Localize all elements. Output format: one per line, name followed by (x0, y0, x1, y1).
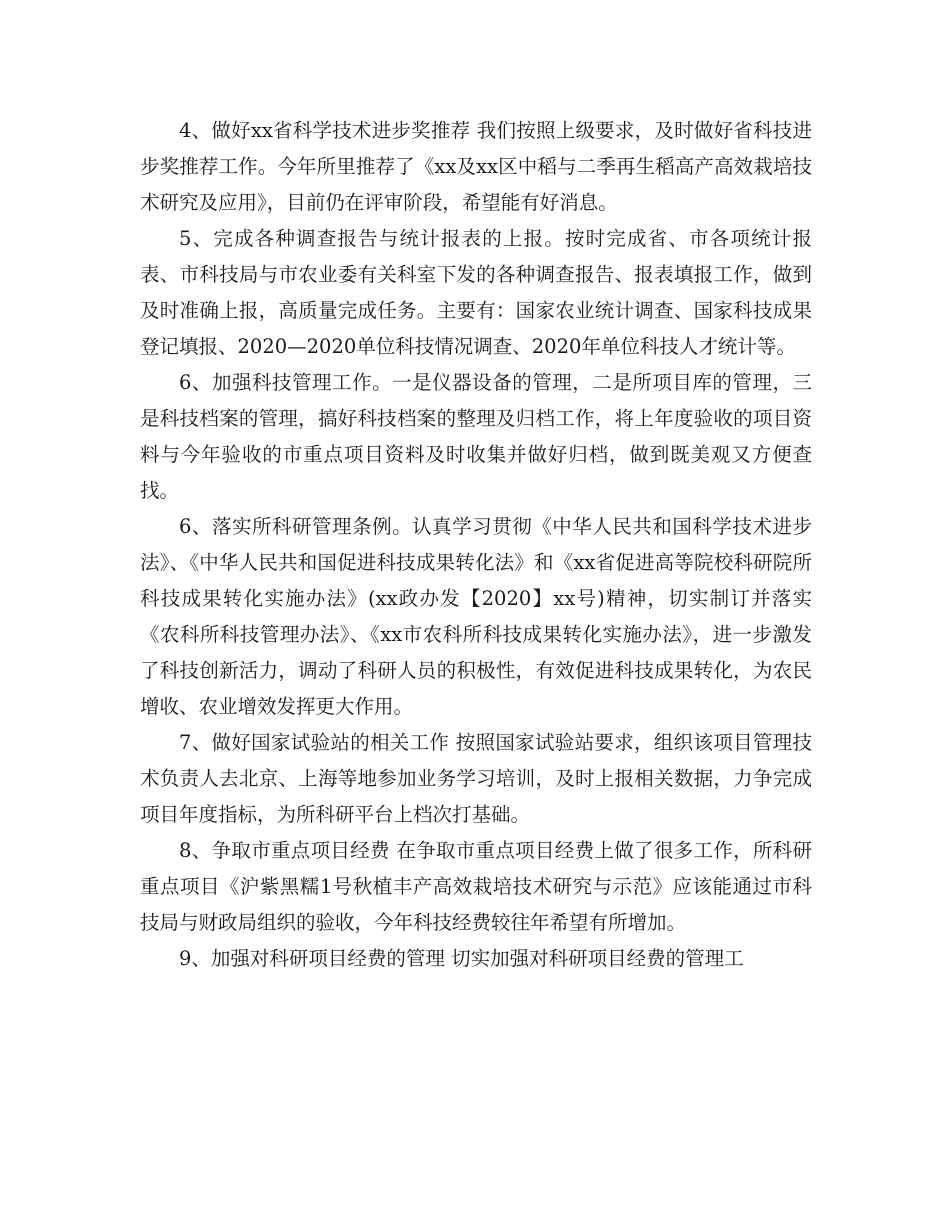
paragraph-item-6-regulations: 6、落实所科研管理条例。认真学习贯彻《中华人民共和国科学技术进步法》、《中华人民共和国促进科技成果转化法》和《xx省促进高等院校科研院所科技成果转化实施办法》(xx政办发【2020】xx号)精神，切实制订并落实《农科所科技管理办法》、《xx市农科所科技成果转化实施办法》，进一步激发了科技创新活力，调动了科研人员的积极性，有效促进科技成果转化，为农民增收、农业增效发挥更大作用。 (140, 515, 812, 718)
paragraph-item-4-recommendation: 4、做好xx省科学技术进步奖推荐 我们按照上级要求，及时做好省科技进步奖推荐工作。今年所里推荐了《xx及xx区中稻与二季再生稻高产高效栽培技术研究及应用》，目前仍在评审阶段，希望能有好消息。 (140, 119, 812, 214)
paragraph-item-7-test-station: 7、做好国家试验站的相关工作 按照国家试验站要求，组织该项目管理技术负责人去北京、上海等地参加业务学习培训，及时上报相关数据，力争完成项目年度指标，为所科研平台上档次打基础。 (140, 731, 812, 826)
paragraph-item-6-management: 6、加强科技管理工作。一是仪器设备的管理，二是所项目库的管理，三是科技档案的管理，搞好科技档案的整理及归档工作，将上年度验收的项目资料与今年验收的市重点项目资料及时收集并做好归档，做到既美观又方便查找。 (140, 371, 812, 502)
document-page (140, 113, 812, 977)
paragraph-item-9-fund-management: 9、加强对科研项目经费的管理 切实加强对科研项目经费的管理工 (179, 947, 744, 970)
paragraph-item-8-funding: 8、争取市重点项目经费 在争取市重点项目经费上做了很多工作，所科研重点项目《沪紫黑糯1号秋植丰产高效栽培技术研究与示范》应该能通过市科技局与财政局组织的验收，今年科技经费较往年希望有所增加。 (140, 839, 812, 934)
paragraph-item-5-reports: 5、完成各种调查报告与统计报表的上报。按时完成省、市各项统计报表、市科技局与市农业委有关科室下发的各种调查报告、报表填报工作，做到及时准确上报，高质量完成任务。主要有：国家农业统计调查、国家科技成果登记填报、2020—2020单位科技情况调查、2020年单位科技人才统计等。 (140, 227, 812, 358)
